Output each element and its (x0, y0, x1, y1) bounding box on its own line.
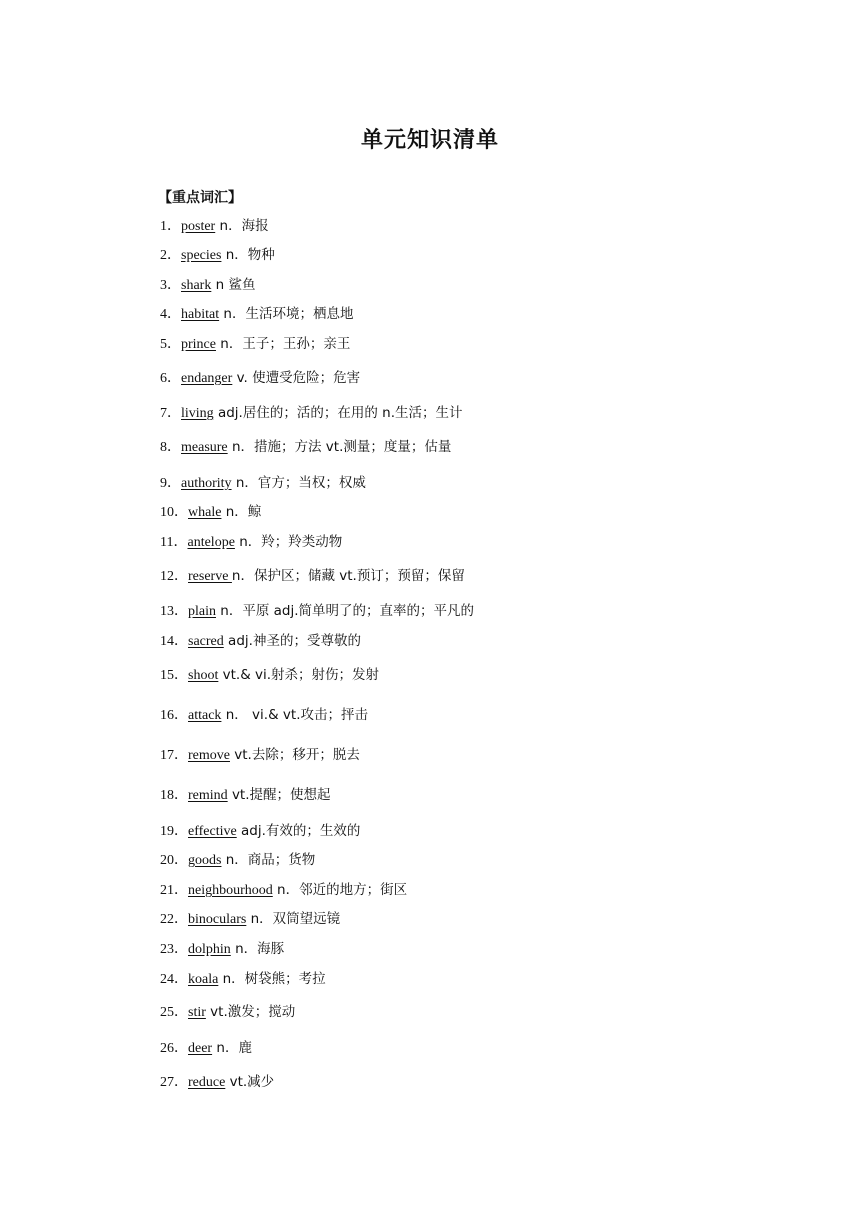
entry-number: 11． (160, 535, 188, 550)
entry-number: 14． (160, 634, 188, 649)
vocab-entry (160, 851, 315, 870)
entry-number: 19． (160, 824, 188, 839)
entry-number: 25． (160, 1005, 188, 1020)
entry-number: 15． (160, 668, 188, 683)
entry-word: deer (188, 1041, 213, 1056)
entry-number: 12． (160, 569, 188, 584)
entry-number: 8． (160, 440, 181, 455)
vocab-entry (160, 533, 342, 552)
vocab-entry (160, 246, 275, 265)
entry-number: 18． (160, 788, 188, 803)
vocab-entry (160, 632, 361, 651)
entry-word: attack (188, 708, 222, 723)
entry-number: 20． (160, 853, 188, 868)
entry-number: 21． (160, 883, 188, 898)
entry-definition: v. 使遭受危险；危害 (232, 370, 361, 386)
entry-word: goods (188, 853, 222, 868)
entry-definition: adj.有效的；生效的 (236, 823, 361, 839)
vocab-entry (160, 970, 326, 989)
entry-definition: n．邻近的地方；街区 (272, 882, 408, 898)
entry-word: endanger (181, 371, 233, 386)
entry-word: sacred (188, 634, 224, 649)
vocab-entry (160, 503, 261, 522)
entry-definition: n．海豚 (230, 941, 285, 957)
entry-definition: n．措施；方法 vt.测量；度量；估量 (227, 439, 452, 455)
vocab-entry (160, 474, 366, 493)
entry-definition: n．树袋熊；考拉 (218, 971, 326, 987)
vocab-entry (160, 746, 360, 765)
entry-definition: n．物种 (221, 247, 275, 263)
entry-word: whale (188, 505, 222, 520)
entry-word: species (181, 248, 222, 263)
vocab-entry (160, 706, 368, 725)
entry-number: 22． (160, 912, 188, 927)
entry-word: measure (181, 440, 228, 455)
entry-definition: n．双筒望远镜 (246, 911, 341, 927)
vocab-entry (160, 438, 451, 457)
entry-word: remove (188, 748, 230, 763)
entry-definition: adj.居住的；活的；在用的 n.生活；生计 (213, 405, 463, 421)
entry-definition: n．王子；王孙；亲王 (215, 336, 351, 352)
vocab-entry (160, 1003, 295, 1022)
entry-word: dolphin (188, 942, 231, 957)
vocab-entry (160, 305, 353, 324)
vocab-entry (160, 666, 379, 685)
entry-word: neighbourhood (188, 883, 273, 898)
vocab-entry (160, 404, 463, 423)
entry-definition: n．鲸 (221, 504, 262, 520)
entry-definition: n．保护区；储藏 vt.预订；预留；保留 (231, 568, 465, 584)
entry-number: 16． (160, 708, 188, 723)
vocab-entry (160, 1039, 252, 1058)
entry-definition: vt.减少 (225, 1074, 275, 1090)
entry-definition: adj.神圣的；受尊敬的 (223, 633, 361, 649)
vocab-entry (160, 881, 407, 900)
entry-word: prince (181, 337, 216, 352)
entry-number: 27． (160, 1075, 188, 1090)
entry-word: poster (181, 219, 216, 234)
entry-definition: n．鹿 (212, 1040, 252, 1056)
entry-number: 10． (160, 505, 188, 520)
entry-definition: vt.激发；搅动 (205, 1004, 296, 1020)
entry-number: 3． (160, 278, 181, 293)
vocab-entry (160, 276, 255, 295)
entry-word: habitat (181, 307, 220, 322)
entry-definition: n．平原 adj.简单明了的；直率的；平凡的 (216, 603, 475, 619)
entry-number: 26． (160, 1041, 188, 1056)
entry-number: 23． (160, 942, 188, 957)
entry-definition: n． vi.& vt.攻击；抨击 (221, 707, 368, 723)
vocab-entry (160, 822, 360, 841)
entry-number: 7． (160, 406, 181, 421)
vocab-entry (160, 910, 340, 929)
vocab-entry (160, 602, 474, 621)
vocab-entry (160, 786, 331, 805)
section-heading: 【重点词汇】 (158, 190, 242, 206)
entry-definition: n 鲨鱼 (211, 277, 256, 293)
entry-word: stir (188, 1005, 206, 1020)
vocab-entry (160, 217, 269, 236)
entry-definition: n．生活环境；栖息地 (219, 306, 354, 322)
entry-number: 2． (160, 248, 181, 263)
entry-definition: n．商品；货物 (221, 852, 316, 868)
entry-word: reserve (188, 569, 232, 584)
entry-word: antelope (187, 535, 235, 550)
entry-definition: n．海报 (215, 218, 269, 234)
entry-definition: n．羚；羚类动物 (234, 534, 343, 550)
entry-word: reduce (188, 1075, 226, 1090)
entry-definition: vt.去除；移开；脱去 (229, 747, 360, 763)
entry-word: effective (188, 824, 237, 839)
entry-number: 6． (160, 371, 181, 386)
vocab-entry (160, 1073, 274, 1092)
entry-number: 5． (160, 337, 181, 352)
entry-word: living (181, 406, 214, 421)
vocab-entry (160, 335, 350, 354)
vocab-entry (160, 369, 360, 388)
vocab-entry (160, 567, 465, 586)
entry-word: plain (188, 604, 216, 619)
entry-word: remind (188, 788, 228, 803)
entry-number: 1． (160, 219, 181, 234)
entry-word: shoot (188, 668, 219, 683)
entry-number: 24． (160, 972, 188, 987)
entry-word: shark (181, 278, 212, 293)
entry-word: koala (188, 972, 219, 987)
entry-definition: vt.& vi.射杀；射伤；发射 (218, 667, 380, 683)
entry-number: 9． (160, 476, 181, 491)
entry-definition: vt.提醒；使想起 (227, 787, 331, 803)
vocab-entry (160, 940, 284, 959)
page-title: 单元知识清单 (360, 128, 499, 153)
entry-number: 4． (160, 307, 181, 322)
entry-number: 17． (160, 748, 188, 763)
entry-number: 13． (160, 604, 188, 619)
entry-word: binoculars (188, 912, 247, 927)
entry-definition: n．官方；当权；权威 (231, 475, 366, 491)
entry-word: authority (181, 476, 232, 491)
